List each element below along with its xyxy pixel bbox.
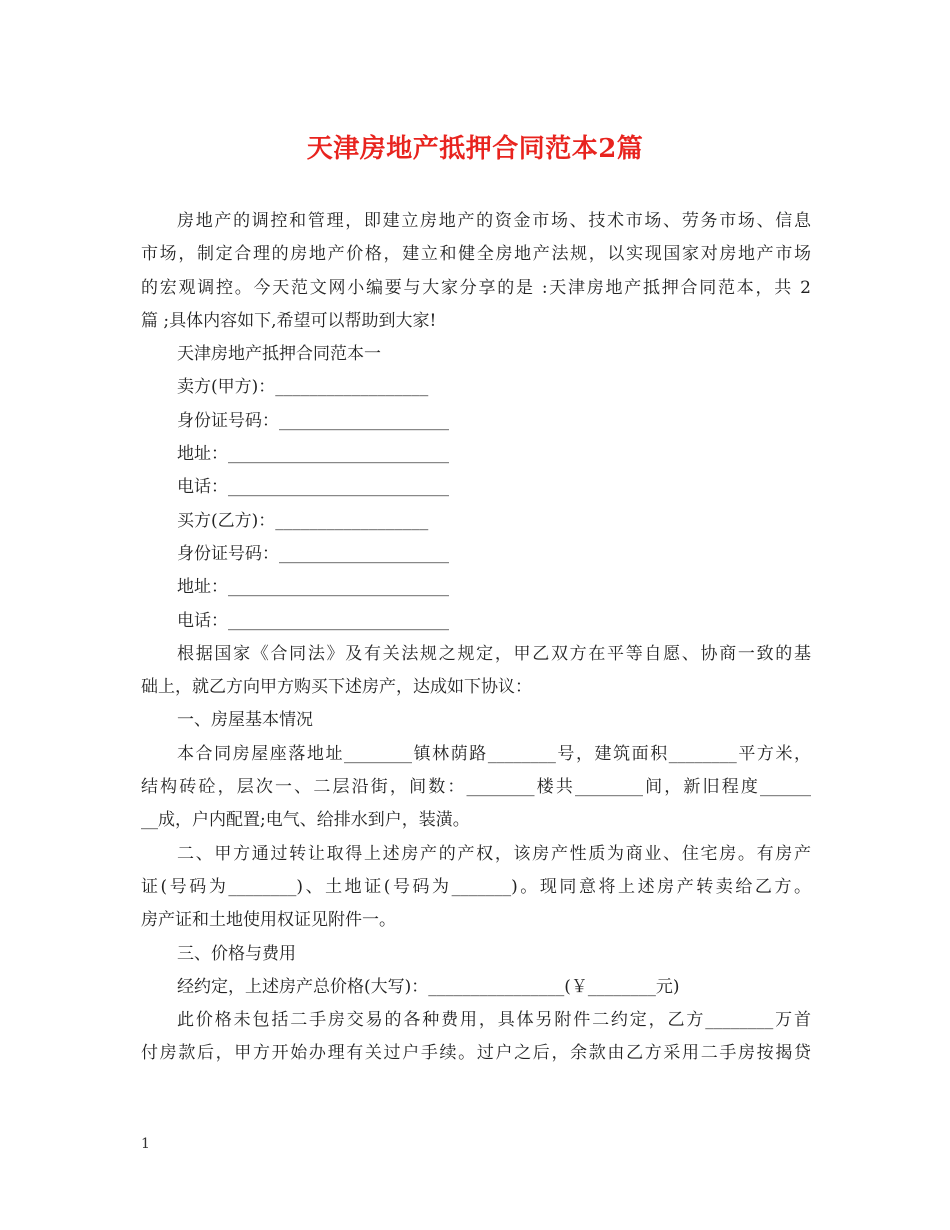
intro-line: 房地产的调控和管理，即建立房地产的资金市场、技术市场、劳务市场、信息	[177, 211, 811, 231]
section3-line: 此价格未包括二手房交易的各种费用，具体另附件二约定，乙方________万首	[177, 1010, 811, 1031]
intro-line: 市场，制定合理的房地产价格，建立和健全房地产法规，以实现国家对房地产市场	[141, 244, 811, 265]
preamble-line: 础上，就乙方向甲方购买下述房产，达成如下协议：	[141, 677, 532, 698]
seller-party-field: 卖方(甲方)：__________________	[177, 377, 429, 398]
document-body	[141, 205, 811, 1071]
section-heading: 一、房屋基本情况	[177, 710, 313, 731]
section-heading: 三、价格与费用	[177, 943, 296, 964]
document-title: 天津房地产抵押合同范本2篇	[306, 134, 644, 164]
section1-line: __成，户内配置;电气、给排水到户，装潢。	[141, 810, 470, 831]
section2-line: 证(号码为________)、土地证(号码为_______)。现同意将上述房产转卖给乙方。	[141, 876, 811, 897]
page-number: 1	[141, 1136, 150, 1152]
seller-address-field: 地址：__________________________	[177, 444, 449, 465]
section3-line: 付房款后，甲方开始办理有关过户手续。过户之后，余款由乙方采用二手房按揭贷	[141, 1043, 811, 1064]
section1-line: 结构砖砼，层次一、二层沿街，间数：________楼共________间，新旧程度______	[141, 777, 811, 798]
price-line: 经约定，上述房产总价格(大写)：________________(￥________元)	[177, 976, 680, 997]
intro-line: 的宏观调控。今天范文网小编要与大家分享的是 :天津房地产抵押合同范本，共 2	[141, 277, 811, 298]
buyer-party-field: 买方(乙方)：__________________	[177, 510, 429, 531]
section1-line: 本合同房屋座落地址________镇林荫路________号，建筑面积________平方米，	[177, 743, 811, 764]
seller-phone-field: 电话：__________________________	[177, 477, 449, 498]
section2-line: 二、甲方通过转让取得上述房产的产权，该房产性质为商业、住宅房。有房产	[177, 843, 811, 864]
contract-heading: 天津房地产抵押合同范本一	[177, 344, 381, 365]
buyer-phone-field: 电话：__________________________	[177, 610, 449, 631]
section2-line: 房产证和土地使用权证见附件一。	[141, 910, 396, 931]
buyer-address-field: 地址：__________________________	[177, 577, 449, 598]
seller-id-field: 身份证号码：____________________	[177, 410, 449, 431]
intro-line: 篇 ;具体内容如下,希望可以帮助到大家!	[141, 310, 437, 331]
buyer-id-field: 身份证号码：____________________	[177, 543, 449, 564]
preamble-line: 根据国家《合同法》及有关法规之规定，甲乙双方在平等自愿、协商一致的基	[177, 643, 811, 664]
